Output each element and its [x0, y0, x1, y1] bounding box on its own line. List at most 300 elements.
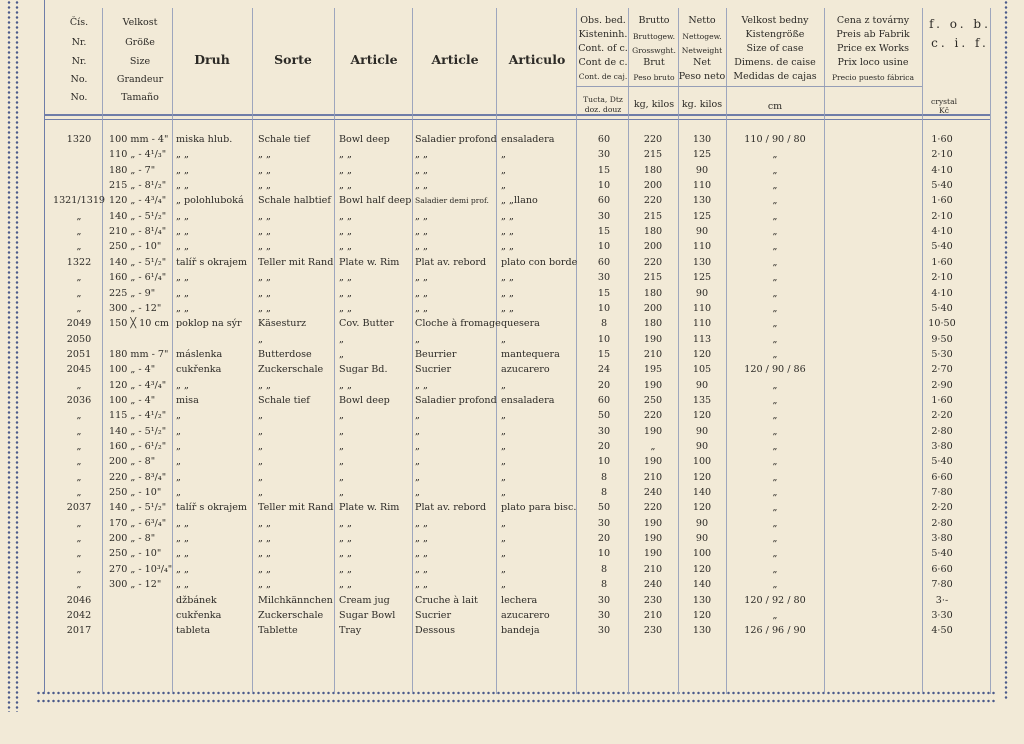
cell-size: 160 „ - 6¹/₄" — [109, 272, 167, 284]
cell-article-fr: „ „ — [415, 226, 428, 238]
cell-sorte: „ „ — [258, 579, 271, 591]
cell-articulo: quesera — [501, 318, 540, 330]
cell-article-en: „ „ — [339, 533, 352, 545]
cell-case-size: „ — [772, 256, 778, 268]
header-size-cs: Velkost — [122, 17, 158, 28]
cell-sorte: „ — [258, 471, 263, 483]
header-sorte: Sorte — [274, 52, 312, 67]
cell-quantity: 30 — [597, 272, 611, 284]
cell-articulo: „ — [501, 487, 506, 499]
cell-quantity: 60 — [597, 195, 611, 207]
cell-sorte: „ — [258, 410, 263, 422]
cell-size: 140 „ - 5¹/₂" — [109, 425, 167, 437]
cell-sorte: Tablette — [258, 625, 298, 637]
cell-number: 1322 — [66, 256, 92, 268]
cell-net: 130 — [692, 256, 712, 268]
cell-number: „ — [76, 410, 82, 422]
cell-net: 130 — [692, 594, 712, 606]
cell-article-en: „ — [339, 425, 344, 437]
cell-article-fr: „ „ — [415, 548, 428, 560]
cell-gross: 190 — [643, 333, 663, 345]
cell-sorte: „ „ — [258, 379, 271, 391]
cell-article-fr: „ „ — [415, 563, 428, 575]
cell-net: 130 — [692, 625, 712, 637]
cell-sorte: „ „ — [258, 149, 271, 161]
cell-articulo: plato con borde — [501, 256, 578, 268]
cell-sorte: „ „ — [258, 533, 271, 545]
cell-size: 250 „ - 10" — [109, 548, 162, 560]
cell-articulo: „ — [501, 548, 506, 560]
cell-price: 10·50 — [928, 318, 956, 330]
cell-size: 100 „ - 4" — [109, 364, 156, 376]
cell-druh: misa — [176, 394, 199, 406]
cell-number: 1320 — [66, 134, 92, 145]
cell-size: 150 ╳ 10 cm — [109, 318, 169, 330]
cell-size: 300 „ - 12" — [109, 302, 162, 314]
header-content-fr: Cont de c. — [578, 57, 628, 68]
cell-price: 5·40 — [931, 180, 953, 192]
cell-size: 140 „ - 5¹/₂" — [109, 502, 167, 514]
left-dotted-border — [6, 0, 12, 712]
header-size-de: Größe — [125, 37, 155, 48]
cell-net: 120 — [692, 563, 712, 575]
cell-gross: 190 — [643, 533, 663, 545]
cell-article-en: „ — [339, 410, 344, 422]
cell-net: 125 — [692, 272, 712, 284]
cell-gross: 210 — [643, 348, 663, 360]
cell-case-size: „ — [772, 226, 778, 238]
header-cif: c. i. f. — [931, 36, 989, 50]
cell-price: 5·40 — [931, 456, 953, 468]
cell-articulo: azucarero — [501, 364, 550, 376]
cell-net: 100 — [692, 456, 712, 468]
cell-price: 1·60 — [931, 394, 953, 406]
cell-article-en: Cov. Butter — [339, 318, 394, 330]
cell-case-size: „ — [772, 579, 778, 591]
cell-size: 250 „ - 10" — [109, 241, 162, 253]
cell-price: 9·50 — [931, 333, 953, 345]
col-sep — [922, 8, 923, 694]
cell-sorte: „ „ — [258, 517, 271, 529]
cell-articulo: „ „ — [501, 287, 514, 299]
header-case-size-fr: Dimens. de caise — [734, 57, 816, 68]
cell-case-size: „ — [772, 272, 778, 284]
cell-druh: „ — [176, 441, 181, 452]
cell-price: 1·60 — [931, 256, 953, 268]
cell-size: 120 „ - 4³/₄" — [109, 195, 167, 207]
cell-size: 270 „ - 10³/₄" — [109, 563, 173, 575]
cell-case-size: 126 / 96 / 90 — [744, 625, 806, 637]
cell-druh: miska hlub. — [176, 134, 233, 145]
cell-gross: 210 — [643, 563, 663, 575]
cell-articulo: „ „ — [501, 272, 514, 284]
cell-number: „ — [76, 241, 82, 253]
header-size-es: Tamaño — [121, 92, 159, 103]
cell-case-size: „ — [772, 210, 778, 222]
cell-gross: 230 — [643, 625, 663, 637]
cell-price: 7·80 — [931, 579, 953, 591]
col-sep — [412, 8, 413, 694]
cell-net: 120 — [692, 348, 712, 360]
cell-article-fr: Sucrier — [415, 364, 452, 376]
cell-articulo: „ — [501, 563, 506, 575]
cell-article-fr: Saladier profond — [415, 394, 497, 406]
cell-quantity: 8 — [600, 563, 608, 575]
cell-druh: „ „ — [176, 379, 189, 391]
cell-articulo: „ — [501, 441, 506, 452]
cell-gross: 195 — [643, 364, 663, 376]
header-number-en: Nr. — [71, 56, 87, 67]
cell-net: 120 — [692, 502, 712, 514]
cell-article-fr: Cloche à fromage — [415, 318, 501, 330]
cell-articulo: „ — [501, 149, 506, 161]
col-sep — [496, 8, 497, 694]
cell-article-fr: „ — [415, 333, 420, 345]
cell-price: 6·60 — [931, 563, 953, 575]
cell-article-en: Tray — [339, 625, 362, 637]
cell-gross: 180 — [643, 164, 663, 176]
header-number-fr: No. — [70, 74, 88, 85]
cell-number: „ — [76, 456, 82, 468]
cell-sorte: „ — [258, 487, 263, 499]
cell-gross: 250 — [643, 394, 663, 406]
cell-case-size: „ — [772, 517, 778, 529]
cell-quantity: 10 — [597, 241, 611, 253]
cell-price: 3·80 — [931, 533, 953, 545]
cell-price: 2·80 — [931, 425, 953, 437]
cell-number: „ — [76, 563, 82, 575]
cell-gross: 210 — [643, 471, 663, 483]
cell-article-fr: Dessous — [415, 625, 456, 637]
cell-case-size: „ — [772, 410, 778, 422]
cell-quantity: 15 — [597, 348, 611, 360]
cell-druh: „ „ — [176, 272, 189, 284]
cell-net: 105 — [692, 364, 712, 376]
cell-druh: poklop na sýr — [176, 318, 242, 330]
col-sep — [252, 8, 253, 694]
cell-gross: 190 — [643, 379, 663, 391]
cell-article-en: Sugar Bd. — [339, 364, 388, 376]
cell-size: 180 mm - 7" — [109, 348, 169, 360]
header-case-size-en: Size of case — [746, 43, 804, 54]
cell-druh: „ „ — [176, 533, 189, 545]
cell-gross: 190 — [643, 548, 663, 560]
header-net-en: Netweight — [681, 46, 723, 55]
cell-druh: „ „ — [176, 210, 189, 222]
cell-article-en: „ „ — [339, 164, 352, 176]
cell-case-size: „ — [772, 533, 778, 545]
cell-druh: džbánek — [176, 594, 217, 606]
cell-druh: „ — [176, 456, 181, 468]
cell-articulo: lechera — [501, 594, 538, 606]
col-sep — [678, 8, 679, 694]
cell-sorte: „ — [258, 333, 263, 345]
cell-quantity: 24 — [597, 364, 611, 376]
cell-druh: talíř s okrajem — [176, 256, 247, 268]
cell-case-size: „ — [772, 164, 778, 176]
cell-article-en: „ — [339, 487, 344, 499]
cell-gross: 200 — [643, 302, 663, 314]
cell-price: 1·60 — [931, 195, 953, 207]
cell-article-fr: Plat av. rebord — [415, 502, 487, 514]
cell-gross: 220 — [643, 134, 663, 145]
cell-article-fr: Beurrier — [415, 348, 457, 360]
cell-size: 210 „ - 8¹/₄" — [109, 226, 167, 238]
cell-sorte: „ „ — [258, 180, 271, 192]
cell-article-fr: „ „ — [415, 517, 428, 529]
cell-size: 215 „ - 8¹/₂" — [109, 180, 167, 192]
cell-article-en: „ „ — [339, 579, 352, 591]
cell-articulo: „ — [501, 410, 506, 422]
cell-druh: „ „ — [176, 563, 189, 575]
cell-case-size: „ — [772, 394, 778, 406]
cell-net: 100 — [692, 548, 712, 560]
cell-case-size: „ — [772, 333, 778, 345]
header-net-unit: kg. kilos — [681, 99, 723, 110]
cell-size: 200 „ - 8" — [109, 533, 156, 545]
header-price-en: Price ex Works — [837, 43, 909, 54]
cell-quantity: 20 — [597, 533, 611, 545]
cell-gross: „ — [650, 441, 656, 452]
cell-number: 2046 — [66, 594, 92, 606]
cell-number: „ — [76, 579, 82, 591]
cell-net: 110 — [692, 241, 712, 253]
cell-articulo: ensaladera — [501, 134, 555, 145]
header-gross-de: Bruttogew. — [632, 32, 676, 41]
cell-article-fr: „ „ — [415, 287, 428, 299]
cell-number: „ — [76, 517, 82, 529]
cell-articulo: ensaladera — [501, 394, 555, 406]
cell-number: „ — [76, 487, 82, 499]
cell-price: 6·60 — [931, 471, 953, 483]
cell-druh: „ „ — [176, 241, 189, 253]
header-price-de: Preis ab Fabrik — [836, 29, 910, 40]
cell-article-fr: Saladier demi prof. — [415, 196, 489, 206]
cell-article-en: „ „ — [339, 548, 352, 560]
cell-articulo: mantequera — [501, 348, 560, 360]
cell-druh: „ „ — [176, 180, 189, 192]
cell-druh: „ „ — [176, 579, 189, 591]
cell-price: 2·10 — [931, 149, 953, 161]
cell-number: 2036 — [66, 394, 92, 406]
cell-quantity: 8 — [600, 318, 608, 330]
header-price-fr: Prix loco usine — [837, 57, 909, 68]
cell-article-fr: „ — [415, 441, 420, 452]
cell-articulo: „ — [501, 471, 506, 483]
cell-case-size: 110 / 90 / 80 — [744, 134, 806, 145]
header-net-fr: Net — [693, 57, 711, 68]
cell-druh: „ polohluboká — [176, 195, 244, 207]
cell-case-size: „ — [772, 195, 778, 207]
cell-article-en: „ „ — [339, 226, 352, 238]
cell-quantity: 60 — [597, 134, 611, 145]
cell-number: 2049 — [66, 318, 92, 330]
cell-druh: „ — [176, 471, 181, 483]
cell-size: 110 „ - 4¹/₃" — [109, 149, 167, 161]
header-content-unit-2: doz. douz — [584, 105, 622, 114]
cell-druh: „ „ — [176, 548, 189, 560]
cell-gross: 190 — [643, 517, 663, 529]
cell-case-size: „ — [772, 471, 778, 483]
header-size-fr: Grandeur — [116, 74, 164, 85]
cell-price: 2·20 — [931, 502, 953, 514]
cell-gross: 240 — [643, 487, 663, 499]
cell-article-fr: „ „ — [415, 241, 428, 253]
cell-size: 100 mm - 4" — [109, 134, 169, 145]
cell-price: 1·60 — [931, 134, 953, 145]
cell-article-en: Bowl deep — [339, 134, 390, 145]
cell-quantity: 50 — [597, 502, 611, 514]
cell-article-fr: „ „ — [415, 379, 428, 391]
cell-price: 5·40 — [931, 302, 953, 314]
cell-case-size: „ — [772, 180, 778, 192]
cell-price: 3·- — [935, 594, 949, 606]
cell-article-en: „ „ — [339, 210, 352, 222]
cell-size: 180 „ - 7" — [109, 164, 156, 176]
cell-net: 120 — [692, 471, 712, 483]
cell-sorte: Milchkännchen — [258, 594, 333, 606]
header-net-de: Nettogew. — [682, 32, 722, 41]
cell-gross: 210 — [643, 609, 663, 621]
cell-sorte: „ — [258, 425, 263, 437]
cell-quantity: 15 — [597, 287, 611, 299]
right-dotted-border — [1003, 0, 1009, 700]
header-size-en: Size — [129, 56, 151, 67]
cell-article-fr: „ „ — [415, 579, 428, 591]
cell-gross: 215 — [643, 210, 663, 222]
cell-size: 250 „ - 10" — [109, 487, 162, 499]
header-case-size-de: Kistengröße — [745, 29, 805, 40]
cell-gross: 220 — [643, 195, 663, 207]
cell-quantity: 8 — [600, 579, 608, 591]
cell-article-fr: Saladier profond — [415, 134, 497, 145]
cell-article-fr: „ „ — [415, 180, 428, 192]
cell-article-en: Cream jug — [339, 594, 390, 606]
cell-price: 5·40 — [931, 548, 953, 560]
cell-gross: 230 — [643, 594, 663, 606]
cell-articulo: „ „ — [501, 226, 514, 238]
cell-article-en: „ — [339, 471, 344, 483]
cell-sorte: Schale halbtief — [258, 195, 331, 207]
cell-quantity: 30 — [597, 210, 611, 222]
cell-article-en: „ — [339, 333, 344, 345]
cell-net: 135 — [692, 394, 712, 406]
cell-price: 2·10 — [931, 210, 953, 222]
cell-druh: „ „ — [176, 287, 189, 299]
cell-article-fr: „ „ — [415, 302, 428, 314]
cell-case-size: „ — [772, 287, 778, 299]
cell-gross: 215 — [643, 149, 663, 161]
cell-sorte: „ „ — [258, 272, 271, 284]
cell-sorte: „ — [258, 441, 263, 452]
cell-net: 130 — [692, 134, 712, 145]
cell-price: 4·10 — [931, 164, 953, 176]
cell-sorte: „ „ — [258, 548, 271, 560]
cell-article-fr: „ — [415, 471, 420, 483]
cell-price: 2·90 — [931, 379, 953, 391]
cell-article-fr: „ „ — [415, 210, 428, 222]
cell-articulo: „ „ — [501, 302, 514, 314]
header-gross-en: Grosswght. — [632, 46, 676, 55]
col-sep — [102, 8, 103, 694]
cell-price: 3·30 — [931, 609, 953, 621]
col-sep — [576, 8, 577, 694]
cell-sorte: Zuckerschale — [258, 609, 324, 621]
cell-article-en: Plate w. Rim — [339, 502, 400, 514]
cell-case-size: „ — [772, 302, 778, 314]
cell-case-size: 120 / 90 / 86 — [744, 364, 806, 376]
cell-article-en: „ „ — [339, 302, 352, 314]
cell-size: 140 „ - 5¹/₂" — [109, 210, 167, 222]
cell-net: 90 — [695, 517, 709, 529]
cell-articulo: „ — [501, 333, 506, 345]
cell-article-fr: „ — [415, 487, 420, 499]
cell-number: 2037 — [66, 502, 92, 514]
header-price-cs: Cena z továrny — [836, 15, 910, 26]
header-price-unit-2: Kč — [939, 106, 949, 115]
header-content-en: Cont. of c. — [578, 43, 628, 54]
cell-net: 90 — [695, 425, 709, 437]
cell-number: „ — [76, 425, 82, 437]
cell-sorte: „ „ — [258, 302, 271, 314]
cell-sorte: „ „ — [258, 241, 271, 253]
cell-quantity: 10 — [597, 456, 611, 468]
cell-size: 225 „ - 9" — [109, 287, 156, 299]
cell-size: 160 „ - 6¹/₂" — [109, 441, 167, 452]
header-content-es: Cont. de caj. — [578, 72, 628, 81]
cell-article-en: „ „ — [339, 149, 352, 161]
cell-case-size: „ — [772, 379, 778, 391]
cell-size: 120 „ - 4³/₄" — [109, 379, 167, 391]
cell-case-size: „ — [772, 241, 778, 253]
cell-net: 110 — [692, 302, 712, 314]
cell-case-size: „ — [772, 563, 778, 575]
cell-number: „ — [76, 533, 82, 545]
header-price-unit-1: crystal — [930, 97, 958, 106]
cell-article-en: Plate w. Rim — [339, 256, 400, 268]
cell-quantity: 10 — [597, 333, 611, 345]
col-sep — [334, 8, 335, 694]
cell-size: 100 „ - 4" — [109, 394, 156, 406]
cell-articulo: „ — [501, 180, 506, 192]
cell-number: „ — [76, 471, 82, 483]
cell-price: 2·80 — [931, 517, 953, 529]
cell-case-size: „ — [772, 487, 778, 499]
cell-case-size: „ — [772, 609, 778, 621]
cell-size: 200 „ - 8" — [109, 456, 156, 468]
cell-net: 125 — [692, 210, 712, 222]
cell-sorte: Butterdose — [258, 348, 312, 360]
cell-net: 90 — [695, 287, 709, 299]
cell-net: 90 — [695, 164, 709, 176]
cell-net: 120 — [692, 609, 712, 621]
header-case-size-es: Medidas de cajas — [733, 71, 817, 82]
cell-case-size: „ — [772, 456, 778, 468]
cell-sorte: Schale tief — [258, 394, 310, 406]
cell-gross: 220 — [643, 256, 663, 268]
cell-size: 220 „ - 8³/₄" — [109, 471, 167, 483]
cell-articulo: „ — [501, 533, 506, 545]
cell-article-fr: Plat av. rebord — [415, 256, 487, 268]
cell-article-en: Sugar Bowl — [339, 609, 396, 621]
cell-net: 140 — [692, 487, 712, 499]
cell-article-fr: „ — [415, 425, 420, 437]
cell-druh: „ — [176, 425, 181, 437]
cell-size: 300 „ - 12" — [109, 579, 162, 591]
cell-price: 7·80 — [931, 487, 953, 499]
cell-number: „ — [76, 548, 82, 560]
cell-druh: cukřenka — [176, 609, 222, 621]
